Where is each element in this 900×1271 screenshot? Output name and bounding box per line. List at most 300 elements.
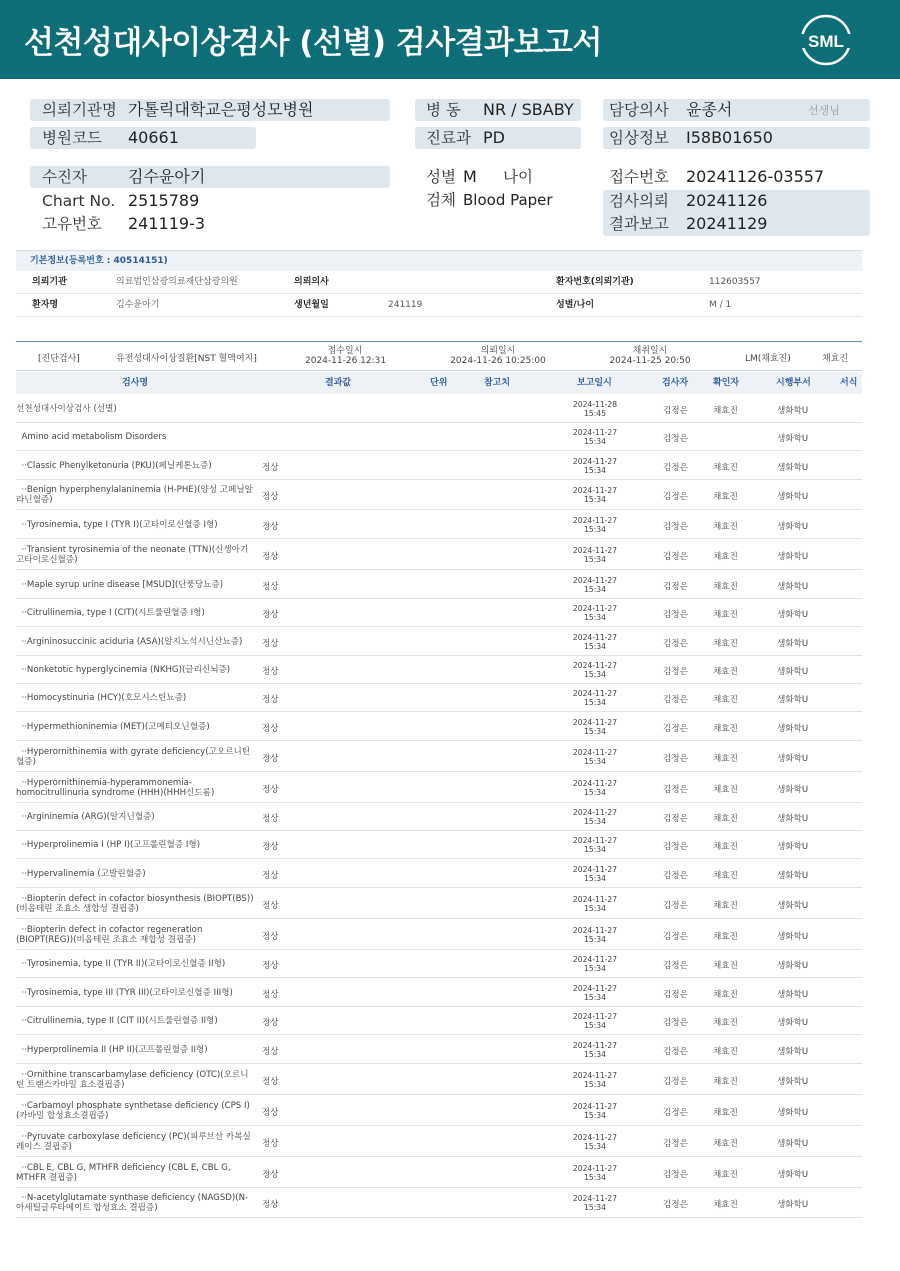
- department: 생화학U: [777, 582, 809, 592]
- ward-value: NR / SBABY: [483, 100, 574, 119]
- confirmer: 채효진: [713, 552, 738, 562]
- report-datetime: [564, 1164, 626, 1182]
- col-result: 결과값: [325, 378, 352, 388]
- request-value: 20241126: [686, 191, 768, 210]
- department: 생화학U: [777, 1018, 809, 1028]
- examiner: 김정은: [663, 667, 688, 677]
- table-row: [16, 599, 862, 627]
- basic-value: 의료법인삼광의료재단삼광의원: [116, 277, 238, 287]
- basic-key: 환자명: [32, 300, 59, 310]
- report-date: 2024-11-27: [572, 576, 618, 585]
- confirmer: 채효진: [713, 1170, 738, 1180]
- basic-info-table: [16, 250, 862, 317]
- report-date: 2024-11-27: [572, 779, 618, 788]
- basic-value: 김수윤아기: [116, 300, 160, 310]
- confirmer: 채효진: [713, 1200, 738, 1210]
- col-examiner: 검사자: [662, 378, 689, 388]
- report-time: 15:34: [584, 466, 606, 475]
- department: 생화학U: [777, 842, 809, 852]
- confirmer: 채효진: [713, 1108, 738, 1118]
- table-row: [16, 627, 862, 656]
- confirmer: 채효진: [713, 610, 738, 620]
- report-date: 2024-11-27: [572, 1071, 618, 1080]
- confirmer: 채효진: [713, 1047, 738, 1057]
- basic-key: 의뢰의사: [294, 277, 329, 287]
- report-date: 2024-11-27: [572, 808, 618, 817]
- report-date: 2024-11-27: [572, 633, 618, 642]
- confirmer: 채효진: [713, 990, 738, 1000]
- basic-value: 112603557: [709, 277, 761, 287]
- report-time: 15:34: [584, 585, 606, 594]
- test-name: 선천성대사이상검사 (선별): [16, 404, 117, 414]
- report-datetime: [564, 1133, 626, 1151]
- department: 생화학U: [777, 961, 809, 971]
- examiner: 김정은: [663, 610, 688, 620]
- report-datetime: [564, 428, 626, 446]
- col-reference: 참고치: [484, 378, 511, 388]
- report-datetime: [564, 865, 626, 883]
- report-date: 2024-11-27: [572, 428, 618, 437]
- confirmer: 채효진: [713, 406, 738, 416]
- report-datetime: [564, 516, 626, 534]
- confirmer: 채효진: [713, 463, 738, 473]
- report-time: 15:34: [584, 1203, 606, 1212]
- test-name: ··Benign hyperphenylalaninemia (H-PHE)(양성 고페닐알라닌혈증): [16, 485, 253, 505]
- report-date: 2024-11-27: [572, 1194, 618, 1203]
- examiner: 김정은: [663, 842, 688, 852]
- report-time: 15:34: [584, 993, 606, 1002]
- report-date: 2024-11-27: [572, 486, 618, 495]
- col-form: 서식: [840, 378, 858, 388]
- report-time: 15:34: [584, 874, 606, 883]
- result-value: 정상: [262, 463, 279, 473]
- report-datetime: [564, 457, 626, 475]
- patient-info: [0, 92, 900, 242]
- report-date: 2024-11-27: [572, 1102, 618, 1111]
- confirmer: 채효진: [713, 932, 738, 942]
- test-name: ··Homocystinuria (HCY)(호모시스틴뇨증): [16, 693, 187, 703]
- examiner: 김정은: [663, 406, 688, 416]
- diag-lm: LM(채효진): [745, 354, 791, 364]
- received-label: 접수일시: [327, 346, 363, 356]
- report-datetime: [564, 718, 626, 736]
- department: 생화학U: [777, 552, 809, 562]
- result-value: 정상: [262, 871, 279, 881]
- examiner: 김정은: [663, 901, 688, 911]
- table-row: [16, 1064, 862, 1095]
- logo-text: SML: [808, 32, 844, 51]
- results-table-header: [16, 372, 862, 394]
- test-name: ··Biopterin defect in cofactor biosynthesis (BIOPT(BS))(비옵테린 조효소 생합성 결핍증): [16, 894, 254, 914]
- examiner: 김정은: [663, 695, 688, 705]
- report-date: 2024-11-27: [572, 865, 618, 874]
- result-value: 정상: [262, 785, 279, 795]
- table-row: [16, 950, 862, 978]
- report-date: 2024-11-27: [572, 1041, 618, 1050]
- examiner: 김정은: [663, 552, 688, 562]
- report-date: 2024-11-27: [572, 516, 618, 525]
- department: 생화학U: [777, 990, 809, 1000]
- table-row: [16, 1007, 862, 1035]
- report-datetime: [564, 633, 626, 651]
- examiner: 김정은: [663, 1108, 688, 1118]
- examiner: 김정은: [663, 1047, 688, 1057]
- examiner: 김정은: [663, 961, 688, 971]
- examiner: 김정은: [663, 785, 688, 795]
- report-time: 15:34: [584, 1142, 606, 1151]
- department: 생화학U: [777, 932, 809, 942]
- report-datetime: [564, 926, 626, 944]
- report-time: 15:34: [584, 817, 606, 826]
- report-time: 15:34: [584, 788, 606, 797]
- col-department: 시행부서: [776, 378, 811, 388]
- confirmer: 채효진: [713, 901, 738, 911]
- table-row: [16, 656, 862, 684]
- confirmer: 채효진: [713, 667, 738, 677]
- report-time: 15:45: [584, 409, 606, 418]
- department: 생화학U: [777, 463, 809, 473]
- report-date: 2024-11-27: [572, 748, 618, 757]
- test-name: ··Biopterin defect in cofactor regeneration (BIOPT(REG))(비옵테린 조효소 재합성 결핍증): [16, 925, 206, 945]
- table-row: [16, 451, 862, 480]
- col-unit: 단위: [430, 378, 448, 388]
- test-name: ··Tyrosinemia, type I (TYR I)(고타이로신혈증 I형): [16, 520, 218, 530]
- test-name: ··N-acetylglutamate synthase deficiency (NAGSD)(N-아세틸글루타메이트 합성효소 결핍증): [16, 1193, 249, 1213]
- receipt-label: 접수번호: [609, 168, 669, 186]
- examiner: 김정은: [663, 724, 688, 734]
- test-name: ··Citrullinemia, type II (CIT II)(시트룰린혈증 II형): [16, 1016, 218, 1026]
- department: 생화학U: [777, 1139, 809, 1149]
- report-time: 15:34: [584, 935, 606, 944]
- result-value: 정상: [262, 582, 279, 592]
- ward-label: 병 동: [426, 101, 461, 119]
- report-date: 2024-11-27: [572, 926, 618, 935]
- examiner: 김정은: [663, 1077, 688, 1087]
- report-time: 15:34: [584, 727, 606, 736]
- department: 생화학U: [777, 639, 809, 649]
- department: 생화학U: [777, 406, 809, 416]
- table-row: [16, 570, 862, 599]
- report-datetime: [564, 661, 626, 679]
- table-row: [16, 423, 862, 451]
- report-date: 2024-11-27: [572, 457, 618, 466]
- report-time: 15:34: [584, 437, 606, 446]
- report-datetime: [564, 895, 626, 913]
- department: 생화학U: [777, 754, 809, 764]
- result-value: 정상: [262, 814, 279, 824]
- sex-value: M: [463, 167, 477, 186]
- dept-label: 진료과: [426, 129, 471, 147]
- confirmer: 채효진: [713, 754, 738, 764]
- patient-label: 수진자: [42, 168, 87, 186]
- confirmer: 채효진: [713, 961, 738, 971]
- table-row: [16, 1126, 862, 1157]
- confirmer: 채효진: [713, 814, 738, 824]
- test-name: ··Nonketotic hyperglycinemia (NKHG)(글리신뇌증): [16, 665, 231, 675]
- patient-value: 김수윤아기: [128, 167, 206, 186]
- result-value: 정상: [262, 610, 279, 620]
- report-datetime: [564, 1102, 626, 1120]
- table-row: [16, 888, 862, 919]
- department: 생화학U: [777, 434, 809, 444]
- department: 생화학U: [777, 610, 809, 620]
- department: 생화학U: [777, 1200, 809, 1210]
- unique-label: 고유번호: [42, 215, 102, 233]
- table-row: [16, 978, 862, 1007]
- report-date: 2024-11-27: [572, 661, 618, 670]
- test-name: ··Hyperornithinemia with gyrate deficiency(고오르니틴혈증): [16, 747, 251, 767]
- test-name: ··Ornithine transcarbamylase deficiency (OTC)(오르니틴 트랜스카바밀 효소결핍증): [16, 1070, 249, 1090]
- report-time: 15:34: [584, 1111, 606, 1120]
- department: 생화학U: [777, 1047, 809, 1057]
- examiner: 김정은: [663, 871, 688, 881]
- confirmer: 채효진: [713, 695, 738, 705]
- report-date: 2024-11-27: [572, 604, 618, 613]
- result-value: 정상: [262, 1077, 279, 1087]
- table-row: [16, 539, 862, 570]
- table-row: [16, 803, 862, 831]
- requested-label: 의뢰일시: [480, 346, 516, 356]
- collected-value: 2024-11-25 20:50: [609, 356, 691, 366]
- report-header: [0, 0, 900, 79]
- table-row: [16, 1188, 862, 1218]
- result-value: 정상: [262, 1018, 279, 1028]
- diag-person: 채효진: [822, 354, 849, 364]
- report-datetime: [564, 1041, 626, 1059]
- examiner: 김정은: [663, 582, 688, 592]
- confirmer: 채효진: [713, 639, 738, 649]
- test-name: ··Tyrosinemia, type III (TYR III)(고타이로신혈증 III형): [16, 988, 233, 998]
- report-date: 2024-11-27: [572, 1012, 618, 1021]
- result-value: 정상: [262, 990, 279, 1000]
- requested-value: 2024-11-26 10:25:00: [450, 356, 546, 366]
- report-date: 2024-11-27: [572, 1164, 618, 1173]
- result-value: 정상: [262, 1170, 279, 1180]
- confirmer: 채효진: [713, 1018, 738, 1028]
- examiner: 김정은: [663, 814, 688, 824]
- department: 생화학U: [777, 724, 809, 734]
- table-row: [16, 772, 862, 803]
- clinical-label: 임상정보: [609, 129, 669, 147]
- result-value: 정상: [262, 492, 279, 502]
- test-name: ··Carbamoyl phosphate synthetase deficiency (CPS I)(카바밀 합성효소결핍증): [16, 1101, 250, 1121]
- report-datetime: [564, 400, 626, 418]
- report-time: 15:34: [584, 845, 606, 854]
- table-row: [16, 919, 862, 950]
- report-datetime: [564, 1012, 626, 1030]
- basic-key: 생년월일: [294, 300, 329, 310]
- department: 생화학U: [777, 695, 809, 705]
- department: 생화학U: [777, 1108, 809, 1118]
- report-time: 15:34: [584, 698, 606, 707]
- received-value: 2024-11-26 12:31: [305, 356, 387, 366]
- report-datetime: [564, 1194, 626, 1212]
- report-time: 15:34: [584, 670, 606, 679]
- report-time: 15:34: [584, 613, 606, 622]
- basic-key: 의뢰기관: [32, 277, 67, 287]
- diag-received: [305, 346, 385, 366]
- result-value: 정상: [262, 695, 279, 705]
- basic-info-title: 기본정보(등록번호 : 40514151): [16, 250, 862, 271]
- specimen-label: 검체: [426, 191, 456, 209]
- test-name: ··Argininemia (ARG)(알지닌혈증): [16, 812, 155, 822]
- examiner: 김정은: [663, 990, 688, 1000]
- confirmer: 채효진: [713, 1139, 738, 1149]
- test-name: ··Pyruvate carboxylase deficiency (PC)(피루브산 카복실레이스 결핍증): [16, 1132, 251, 1152]
- report-date: 2024-11-27: [572, 689, 618, 698]
- result-value: 정상: [262, 901, 279, 911]
- report-datetime: [564, 748, 626, 766]
- basic-value: 241119: [388, 300, 423, 310]
- collected-label: 채취일시: [632, 346, 668, 356]
- report-datetime: [564, 486, 626, 504]
- table-row: [16, 1035, 862, 1064]
- examiner: 김정은: [663, 463, 688, 473]
- test-name: ··Maple syrup urine disease [MSUD](단풍당뇨증): [16, 580, 224, 590]
- hospital-code-value: 40661: [128, 128, 179, 147]
- result-value: 정상: [262, 667, 279, 677]
- examiner: 김정은: [663, 754, 688, 764]
- report-time: 15:34: [584, 1021, 606, 1030]
- confirmer: 채효진: [713, 785, 738, 795]
- confirmer: 채효진: [713, 1077, 738, 1087]
- examiner: 김정은: [663, 1200, 688, 1210]
- examiner: 김정은: [663, 492, 688, 502]
- receipt-value: 20241126-03557: [686, 167, 825, 186]
- confirmer: 채효진: [713, 871, 738, 881]
- report-datetime: [564, 808, 626, 826]
- department: 생화학U: [777, 785, 809, 795]
- department: 생화학U: [777, 871, 809, 881]
- diag-test: 유전성대사이상질환[NST 혈액여지]: [116, 354, 257, 364]
- age-label: 나이: [503, 168, 533, 186]
- test-name: ··Tyrosinemia, type II (TYR II)(고타이로신혈증 II형): [16, 959, 226, 969]
- confirmer: 채효진: [713, 842, 738, 852]
- institution-value: 가톨릭대학교은평성모병원: [128, 100, 314, 119]
- diagnostic-summary: [16, 341, 862, 371]
- clinical-value: I58B01650: [686, 128, 773, 147]
- report-datetime: [564, 546, 626, 564]
- basic-key: 성별/나이: [556, 300, 595, 310]
- examiner: 김정은: [663, 1139, 688, 1149]
- department: 생화학U: [777, 667, 809, 677]
- report-title: 선천성대사이상검사 (선별) 검사결과보고서: [24, 25, 602, 61]
- table-row: [16, 394, 862, 423]
- report-time: 15:34: [584, 1173, 606, 1182]
- col-test-name: 검사명: [122, 378, 149, 388]
- report-date: 2024-11-27: [572, 895, 618, 904]
- dept-value: PD: [483, 128, 505, 147]
- unique-value: 241119-3: [128, 214, 206, 233]
- test-name: ··Hypermethioninemia (MET)(고메티오닌혈증): [16, 722, 210, 732]
- report-time: 15:34: [584, 642, 606, 651]
- request-label: 검사의뢰: [609, 192, 669, 210]
- result-value: 정상: [262, 932, 279, 942]
- test-name: ··CBL E, CBL G, MTHFR deficiency (CBL E, CBL G, MTHFR 결핍증): [16, 1163, 234, 1183]
- table-row: [16, 480, 862, 510]
- test-name: ··Argininosuccinic aciduria (ASA)(알지노석시닌산뇨증): [16, 637, 243, 647]
- institution-label: 의뢰기관명: [42, 101, 117, 119]
- test-name: ··Hyperornithinemia-hyperammonemia-homocitrullinuria syndrome (HHH)(HHH신드롬): [16, 778, 215, 798]
- table-row: [16, 510, 862, 539]
- basic-info-row: [16, 294, 862, 317]
- table-row: [16, 741, 862, 772]
- confirmer: 채효진: [713, 492, 738, 502]
- result-value: 정상: [262, 754, 279, 764]
- col-report-date: 보고일시: [577, 378, 612, 388]
- result-value: 정상: [262, 724, 279, 734]
- report-datetime: [564, 576, 626, 594]
- basic-value: M / 1: [709, 300, 732, 310]
- test-name: ··Transient tyrosinemia of the neonate (TTN)(신생아기 고타이로신혈증): [16, 545, 251, 565]
- diag-requested: [448, 346, 548, 366]
- report-datetime: [564, 1071, 626, 1089]
- department: 생화학U: [777, 492, 809, 502]
- report-datetime: [564, 604, 626, 622]
- test-name: ··Hypervalinemia (고발린혈증): [16, 869, 146, 879]
- col-confirmer: 확인자: [713, 378, 740, 388]
- table-row: [16, 859, 862, 888]
- report-datetime: [564, 955, 626, 973]
- sml-logo: [798, 12, 854, 68]
- confirmer: 채효진: [713, 522, 738, 532]
- diag-collected: [608, 346, 692, 366]
- department: 생화학U: [777, 901, 809, 911]
- report-time: 15:34: [584, 525, 606, 534]
- report-label: 결과보고: [609, 215, 669, 233]
- specimen-value: Blood Paper: [463, 191, 553, 209]
- department: 생화학U: [777, 814, 809, 824]
- report-date: 2024-11-27: [572, 718, 618, 727]
- report-time: 15:34: [584, 555, 606, 564]
- report-date: 2024-11-27: [572, 955, 618, 964]
- result-value: 정상: [262, 1108, 279, 1118]
- result-value: 정상: [262, 639, 279, 649]
- test-name: ··Classic Phenylketonuria (PKU)(페닐케톤뇨증): [16, 461, 212, 471]
- examiner: 김정은: [663, 434, 688, 444]
- table-row: [16, 1095, 862, 1126]
- report-value: 20241129: [686, 214, 768, 233]
- diag-label: [진단검사]: [38, 354, 80, 364]
- report-date: 2024-11-27: [572, 1133, 618, 1142]
- report-time: 15:34: [584, 904, 606, 913]
- report-time: 15:34: [584, 757, 606, 766]
- report-time: 15:34: [584, 964, 606, 973]
- report-datetime: [564, 984, 626, 1002]
- basic-info-row: [16, 271, 862, 294]
- report-date: 2024-11-27: [572, 984, 618, 993]
- test-name: ··Hyperprolinemia I (HP I)(고프롤린혈증 I형): [16, 840, 201, 850]
- examiner: 김정은: [663, 639, 688, 649]
- report-date: 2024-11-27: [572, 546, 618, 555]
- report-datetime: [564, 836, 626, 854]
- report-date: 2024-11-27: [572, 836, 618, 845]
- report-datetime: [564, 779, 626, 797]
- sex-label: 성별: [426, 168, 456, 186]
- test-name: ··Hyperprolinemia II (HP II)(고프롤린혈증 II형): [16, 1045, 208, 1055]
- doctor-suffix: 선생님: [808, 104, 840, 117]
- confirmer: 채효진: [713, 724, 738, 734]
- department: 생화학U: [777, 1170, 809, 1180]
- result-value: 정상: [262, 842, 279, 852]
- chart-label: Chart No.: [42, 192, 116, 210]
- report-time: 15:34: [584, 1050, 606, 1059]
- table-row: [16, 712, 862, 741]
- test-name: Amino acid metabolism Disorders: [16, 432, 167, 442]
- confirmer: 채효진: [713, 582, 738, 592]
- examiner: 김정은: [663, 932, 688, 942]
- examiner: 김정은: [663, 522, 688, 532]
